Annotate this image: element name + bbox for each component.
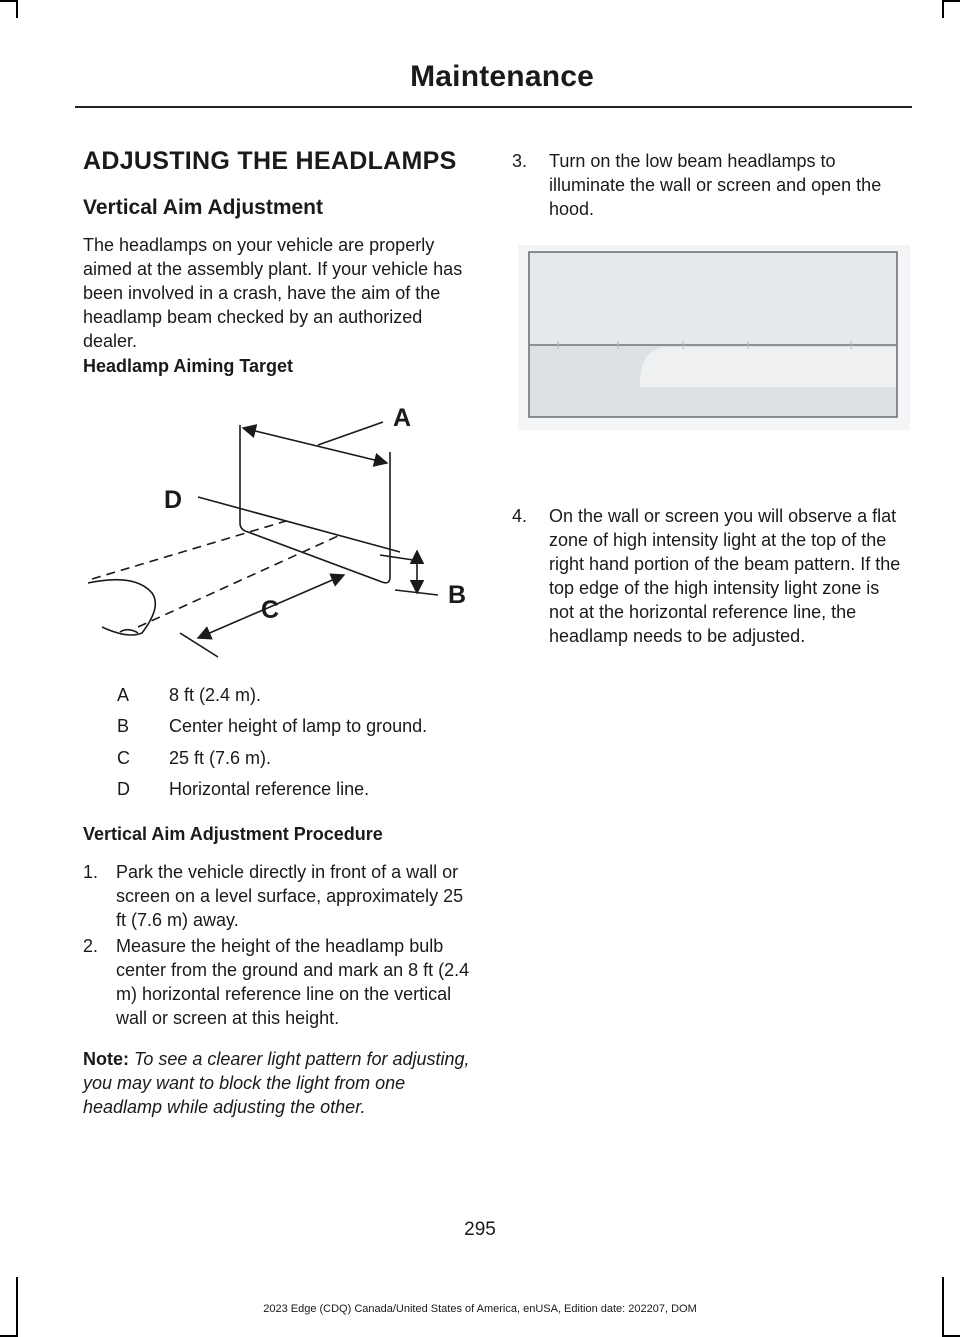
note-label: Note: xyxy=(83,1049,129,1069)
dimension-a-leader xyxy=(318,422,383,445)
header-divider xyxy=(75,106,912,108)
legend-value: Center height of lamp to ground. xyxy=(169,716,428,736)
crop-mark xyxy=(942,0,960,2)
beam-pattern-illustration xyxy=(518,245,910,430)
page-header-title: Maintenance xyxy=(410,60,594,93)
reference-line-d-ext xyxy=(380,555,420,561)
headlamp-shape xyxy=(120,630,138,633)
reference-line-d xyxy=(198,497,400,552)
procedure-heading: Vertical Aim Adjustment Procedure xyxy=(83,824,383,844)
legend-row xyxy=(117,746,271,770)
step-number: 4. xyxy=(512,506,528,526)
vehicle-front-outline xyxy=(88,580,155,635)
step-number: 3. xyxy=(512,151,528,171)
step-number: 2. xyxy=(83,936,99,956)
crop-mark xyxy=(942,0,944,18)
legend-value: 8 ft (2.4 m). xyxy=(169,685,262,705)
wall-outline xyxy=(240,425,390,583)
headlamp-aiming-diagram xyxy=(80,395,490,670)
legend-key: D xyxy=(117,779,130,799)
note xyxy=(83,1047,478,1119)
intro-paragraph: The headlamps on your vehicle are properly aimed at the assembly plant. If your vehicle has been involved in a crash, have the aim of the headlamp beam checked by an authorized dealer. xyxy=(83,235,463,351)
beam-lower xyxy=(138,536,338,627)
crop-mark xyxy=(16,0,18,18)
step-text: Measure the height of the headlamp bulb center from the ground and mark an 8 ft (2.4 m) horizontal reference line on the vertical wall or screen at this height. xyxy=(116,936,470,1028)
subsection-heading: Vertical Aim Adjustment xyxy=(83,196,324,219)
legend-row xyxy=(117,777,369,801)
procedure-step xyxy=(512,149,908,221)
legend-key: C xyxy=(117,748,130,768)
figure-label-b: B xyxy=(448,581,467,609)
step-text: On the wall or screen you will observe a flat zone of high intensity light at the top of the right hand portion of the beam pattern. If the top edge of the high intensity light zone is not at the horizontal reference line, the headlamp needs to be adjusted. xyxy=(549,506,901,646)
step-number: 1. xyxy=(83,862,99,882)
legend-value: 25 ft (7.6 m). xyxy=(169,748,272,768)
figure-label-c: C xyxy=(261,596,280,624)
procedure-step xyxy=(512,504,908,648)
beam-upper xyxy=(92,521,286,579)
procedure-step xyxy=(83,860,478,932)
page-number: 295 xyxy=(464,1219,496,1240)
figure-label-d: D xyxy=(164,486,183,514)
edition-info: 2023 Edge (CDQ) Canada/United States of America, enUSA, Edition date: 202207, DOM xyxy=(263,1303,697,1315)
legend-row xyxy=(117,683,261,707)
dimension-a-arrow xyxy=(243,428,387,463)
high-intensity-zone xyxy=(640,347,896,387)
step-text: Turn on the low beam headlamps to illuminate the wall or screen and open the hood. xyxy=(549,151,882,219)
legend-value: Horizontal reference line. xyxy=(169,779,370,799)
legend-key: B xyxy=(117,716,130,736)
section-heading: ADJUSTING THE HEADLAMPS xyxy=(83,147,457,175)
dimension-c-tick xyxy=(180,633,218,657)
step-text: Park the vehicle directly in front of a wall or screen on a level surface, approximately 25 ft (7.6 m) away. xyxy=(116,862,464,930)
target-heading: Headlamp Aiming Target xyxy=(83,356,294,376)
legend-row xyxy=(117,714,427,738)
legend-key: A xyxy=(117,685,130,705)
procedure-step xyxy=(83,934,478,1030)
note-text: To see a clearer light pattern for adjusting, you may want to block the light from one headlamp while adjusting the other. xyxy=(83,1049,470,1117)
figure-label-a: A xyxy=(393,404,412,432)
